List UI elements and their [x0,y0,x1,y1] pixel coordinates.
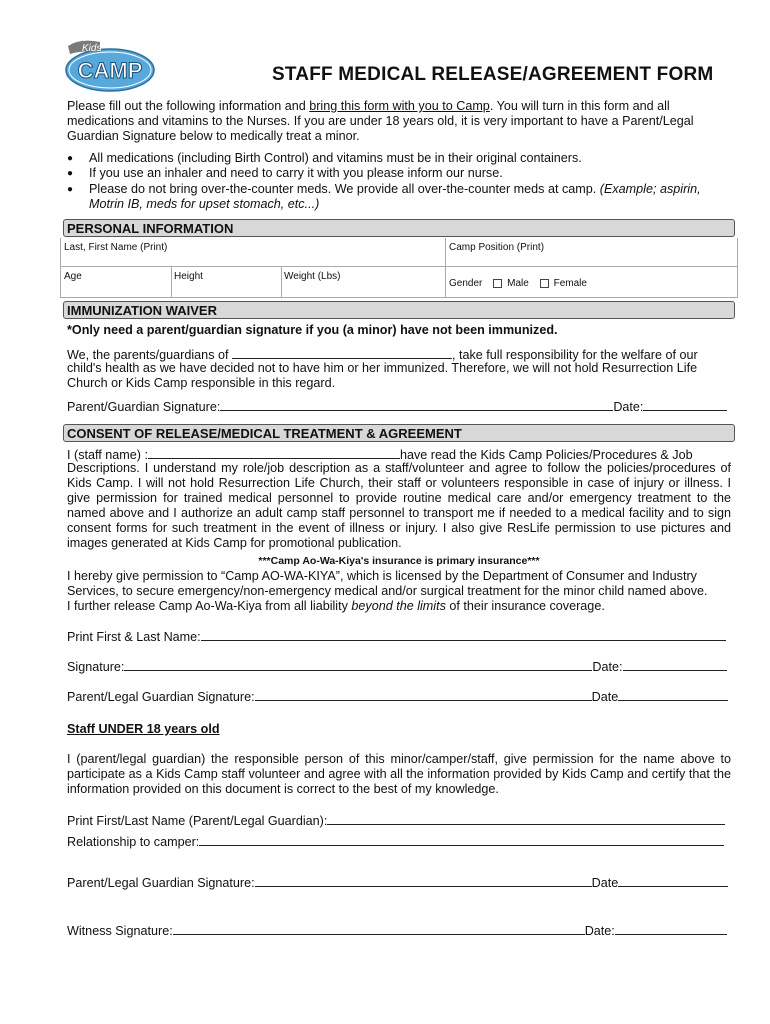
consent-body: Descriptions. I understand my role/job description as a staff/volunteer and agree to follow the policies/procedures of Kids Camp. I will not hold Resurrection Life Church, their staff or volunteers responsible in case of injury or illness. I give permission for trained medical personnel to provide routine medical care and/or emergency treatment to the named above and I authorize an adult camp staff personnel to transport me if needed to a medical facility and to sign consent forms for such treatment in the event of illness or injury. I also give ResLife permission to use pictures and images generated at Kids Camp for promotional publication. [67,461,731,550]
bullet-item: ● If you use an inhaler and need to carry it with you please inform our nurse. [67,166,503,180]
svg-text:CAMP: CAMP [77,58,143,83]
staff-name-field[interactable] [148,446,400,459]
relationship-field[interactable] [199,833,724,846]
under18-heading: Staff UNDER 18 years old [67,722,220,736]
name-field-label: Last, First Name (Print) [64,242,168,253]
witness-signature-row: Witness Signature: Date: [67,922,727,939]
consent-header: CONSENT OF RELEASE/MEDICAL TREATMENT & AGREEMENT [63,424,735,442]
height-field-label: Height [174,271,203,282]
male-checkbox[interactable] [493,279,502,288]
guardian-print-name-field[interactable] [327,812,725,825]
form-title: STAFF MEDICAL RELEASE/AGREEMENT FORM [272,64,714,85]
permission-line-3: I further release Camp Ao-Wa-Kiya from all liability beyond the limits of their insurance coverage. [67,599,605,613]
intro-paragraph: Please fill out the following information and bring this form with you to Camp. You will turn in this form and all medications and vitamins to the Nurses. If you are under 18 years old, it is very important to have a Parent/Legal Guardian Signature below to medically treat a minor. [67,99,694,143]
bullet-item: ● All medications (including Birth Control) and vitamins must be in their original containers. [67,151,582,165]
under18-guardian-signature-field[interactable] [255,874,592,887]
signature-row: Signature: Date: [67,658,727,675]
immunization-note: *Only need a parent/guardian signature if you (a minor) have not been immunized. [67,323,558,337]
guardian-signature-row: Parent/Legal Guardian Signature: Date [67,688,728,705]
immunization-line-1: We, the parents/guardians of , take full responsibility for the welfare of our [67,348,698,362]
consent-guardian-signature-field[interactable] [255,688,592,701]
witness-date-field[interactable] [615,922,727,935]
immunization-header: IMMUNIZATION WAIVER [63,301,735,319]
relationship-row: Relationship to camper: [67,833,724,850]
print-name-row: Print First & Last Name: [67,628,726,645]
personal-info-grid [60,238,738,298]
signature-date-field[interactable] [623,658,727,671]
immunization-signature-row: Parent/Guardian Signature: Date: [67,398,727,415]
under18-guardian-signature-row: Parent/Legal Guardian Signature: Date [67,874,728,891]
position-field-label: Camp Position (Print) [449,242,545,253]
consent-guardian-date-field[interactable] [618,688,728,701]
immunization-line-3: Church or Kids Camp responsible in this regard. [67,376,336,390]
child-name-field[interactable] [232,346,452,359]
immunization-line-2: child's health as we have decided not to have him or her immunized. Therefore, we will not hold Resurrection Life [67,361,698,375]
consent-staff-line: I (staff name) : have read the Kids Camp Policies/Procedures & Job [67,448,693,462]
weight-field-label: Weight (Lbs) [284,271,341,282]
permission-line-2: Services, to secure emergency/non-emergency medical and/or surgical treatment for the minor child named above. [67,584,708,598]
bullet-item: ● Please do not bring over-the-counter meds. We provide all over-the-counter meds at camp. (Example; aspirin, Motrin IB, meds for upset stomach, etc...) [67,182,701,211]
witness-signature-field[interactable] [173,922,585,935]
insurance-note: ***Camp Ao-Wa-Kiya's insurance is primary insurance*** [258,555,540,567]
age-field-label: Age [64,271,82,282]
print-name-field[interactable] [201,628,726,641]
immunization-date-field[interactable] [643,398,727,411]
permission-line-1: I hereby give permission to “Camp AO-WA-KIYA”, which is licensed by the Department of Consumer and Industry [67,569,697,583]
personal-info-header: PERSONAL INFORMATION [63,219,735,237]
guardian-signature-field[interactable] [220,398,613,411]
female-checkbox[interactable] [540,279,549,288]
under18-body: I (parent/legal guardian) the responsible person of this minor/camper/staff, give permission for the name above to participate as a Kids Camp staff volunteer and agree with all the information provided by Kids Camp and certify that the information provided on this document is correct to the best of my knowledge. [67,752,731,796]
kids-camp-logo [60,36,156,94]
gender-field: Gender Male Female [449,278,587,289]
under18-guardian-date-field[interactable] [618,874,728,887]
signature-field[interactable] [124,658,592,671]
guardian-print-name-row: Print First/Last Name (Parent/Legal Guardian): [67,812,725,829]
svg-text:Kids': Kids' [82,43,104,54]
